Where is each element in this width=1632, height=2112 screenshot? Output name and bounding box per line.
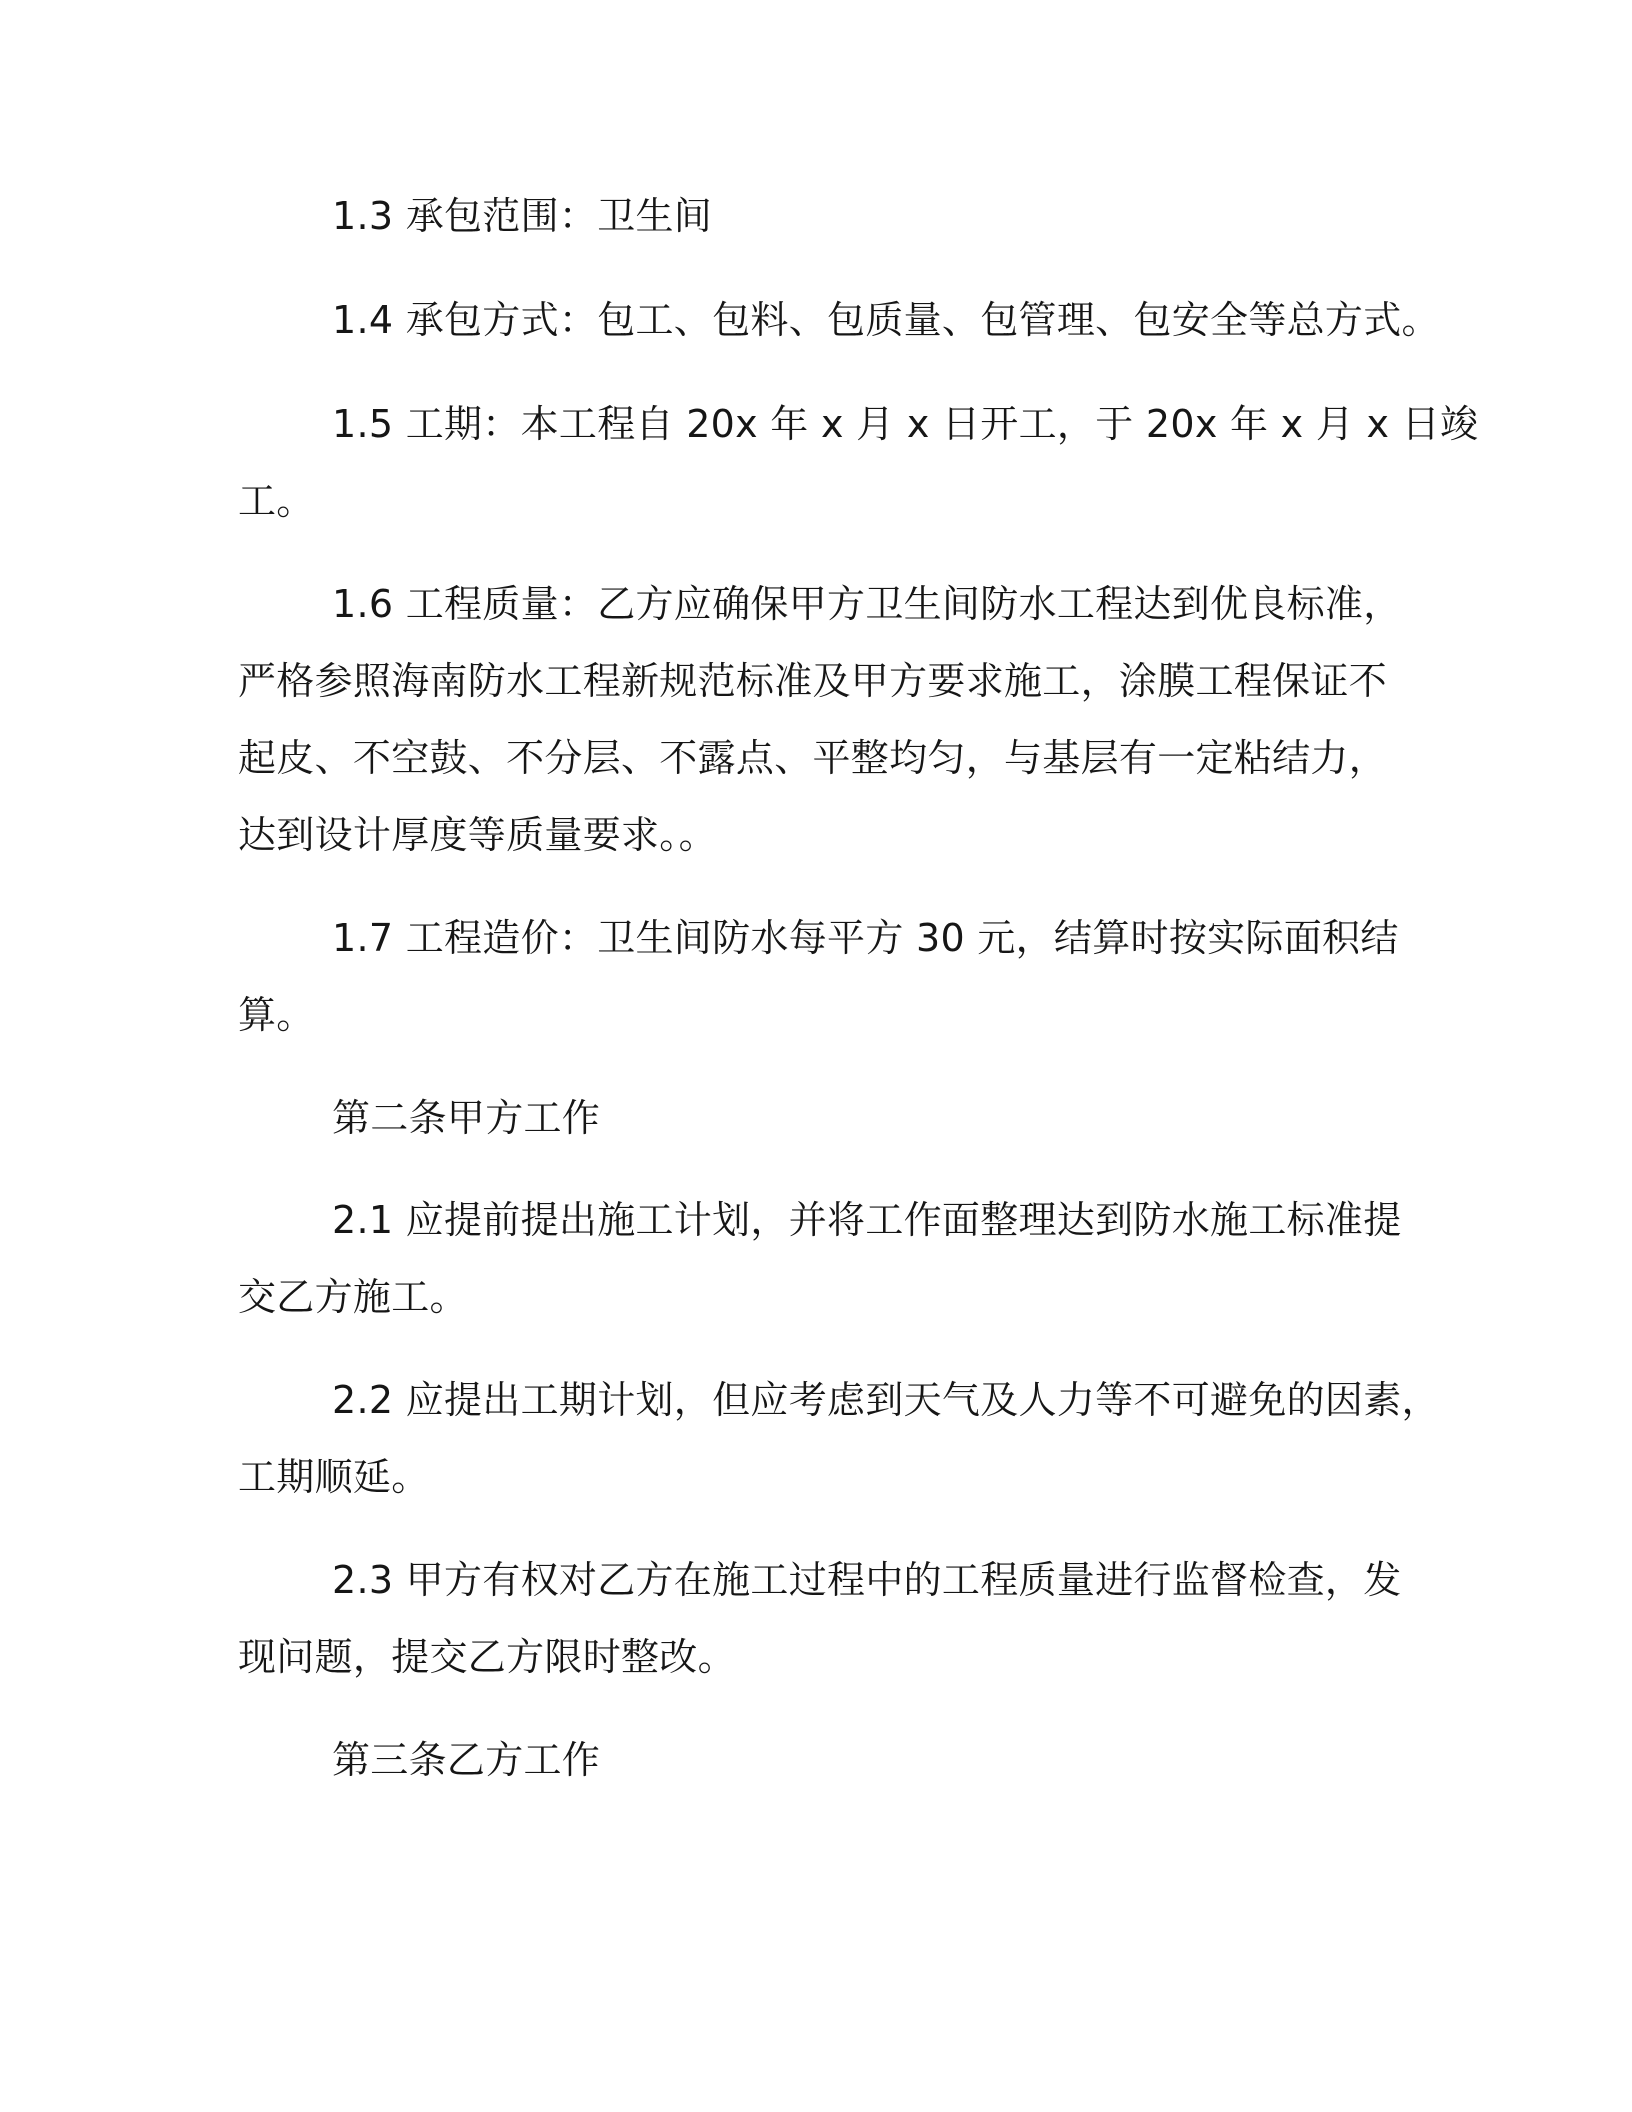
clause-2-1: 2.1 应提前提出施工计划，并将工作面整理达到防水施工标准提: [332, 1198, 1402, 1242]
clause-2-1-cont: 交乙方施工。: [238, 1275, 468, 1319]
clause-2-3-cont: 现问题，提交乙方限时整改。: [238, 1635, 736, 1679]
clause-1-6-quality-cont-3: 达到设计厚度等质量要求。。: [238, 813, 717, 857]
clause-1-6-quality-cont-1: 严格参照海南防水工程新规范标准及甲方要求施工，涂膜工程保证不: [238, 659, 1388, 703]
clause-1-7-cost: 1.7 工程造价：卫生间防水每平方 30 元，结算时按实际面积结: [332, 916, 1399, 960]
clause-1-7-cost-cont: 算。: [238, 993, 315, 1037]
clause-2-3: 2.3 甲方有权对乙方在施工过程中的工程质量进行监督检查，发: [332, 1558, 1402, 1602]
clause-1-4-method: 1.4 承包方式：包工、包料、包质量、包管理、包安全等总方式。: [332, 298, 1440, 342]
clause-2-2-cont: 工期顺延。: [238, 1455, 430, 1499]
clause-1-5-period-cont: 工。: [238, 479, 315, 523]
article-3-heading: 第三条乙方工作: [332, 1738, 601, 1782]
clause-1-6-quality-cont-2: 起皮、不空鼓、不分层、不露点、平整均匀，与基层有一定粘结力，: [238, 736, 1388, 780]
clause-1-3-scope: 1.3 承包范围：卫生间: [332, 194, 713, 238]
article-2-heading: 第二条甲方工作: [332, 1096, 601, 1140]
clause-1-5-period: 1.5 工期：本工程自 20x 年 x 月 x 日开工，于 20x 年 x 月 x 日竣: [332, 402, 1479, 446]
clause-1-6-quality: 1.6 工程质量：乙方应确保甲方卫生间防水工程达到优良标准，: [332, 582, 1402, 626]
clause-2-2: 2.2 应提出工期计划，但应考虑到天气及人力等不可避免的因素，: [332, 1378, 1440, 1422]
